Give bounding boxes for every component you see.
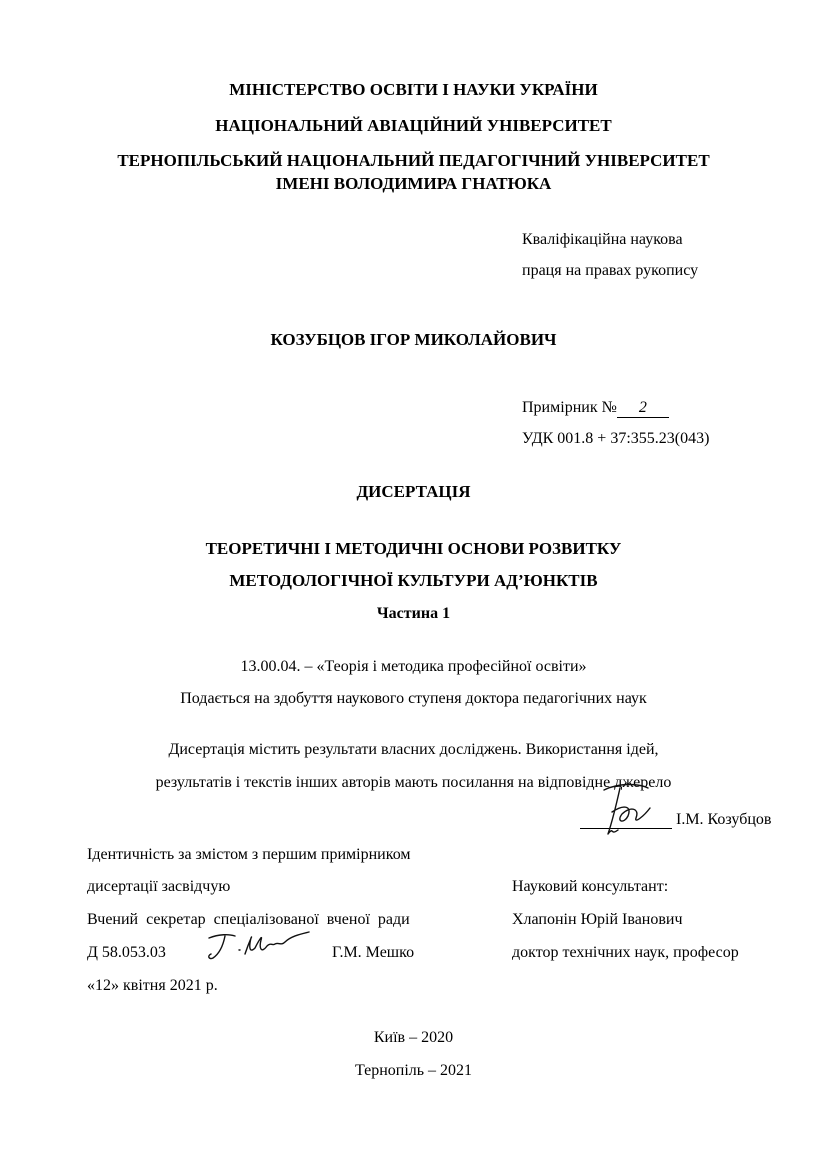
author-name: КОЗУБЦОВ ІГОР МИКОЛАЙОВИЧ bbox=[270, 330, 557, 349]
originality-line1: Дисертація містить результати власних досліджень. Використання ідей, bbox=[168, 741, 659, 758]
dissertation-title-line2: МЕТОДОЛОГІЧНОЇ КУЛЬТУРИ АД’ЮНКТІВ bbox=[229, 571, 598, 590]
qualification-line2: праця на правах рукопису bbox=[522, 262, 699, 279]
part-label: Частина 1 bbox=[376, 605, 451, 622]
author-signer-name: І.М. Козубцов bbox=[676, 811, 772, 828]
identity-line1: Ідентичність за змістом з першим примірником bbox=[87, 846, 411, 863]
copy-label: Примірник № bbox=[522, 399, 617, 416]
document-type: ДИСЕРТАЦІЯ bbox=[356, 482, 471, 501]
identity-line2: дисертації засвідчую bbox=[87, 878, 231, 895]
dissertation-title-line1: ТЕОРЕТИЧНІ І МЕТОДИЧНІ ОСНОВИ РОЗВИТКУ bbox=[205, 539, 622, 558]
degree-statement: Подається на здобуття наукового ступеня доктора педагогічних наук bbox=[180, 690, 647, 707]
footer-city2: Тернопіль – 2021 bbox=[354, 1062, 473, 1079]
qualification-line1: Кваліфікаційна наукова bbox=[522, 231, 683, 248]
specialty-code: 13.00.04. – «Теорія і методика професійної освіти» bbox=[240, 658, 587, 675]
certification-date: «12» квітня 2021 р. bbox=[87, 977, 218, 994]
consultant-label: Науковий консультант: bbox=[512, 878, 669, 895]
author-signature-icon bbox=[590, 778, 660, 840]
copy-number-value: 2 bbox=[617, 399, 669, 418]
university2-heading-line1: ТЕРНОПІЛЬСЬКИЙ НАЦІОНАЛЬНИЙ ПЕДАГОГІЧНИЙ УНІВЕРСИТЕТ bbox=[117, 151, 710, 170]
consultant-name: Хлапонін Юрій Іванович bbox=[512, 911, 683, 928]
secretary-signature-icon bbox=[205, 928, 315, 964]
ministry-heading: МІНІСТЕРСТВО ОСВІТИ І НАУКИ УКРАЇНИ bbox=[229, 80, 598, 99]
council-code: Д 58.053.03 bbox=[87, 944, 166, 961]
originality-line2: результатів і текстів інших авторів мають посилання на відповідне джерело bbox=[155, 774, 672, 791]
copy-number bbox=[522, 399, 669, 418]
secretary-name: Г.М. Мешко bbox=[332, 944, 415, 961]
university-heading: НАЦІОНАЛЬНИЙ АВІАЦІЙНИЙ УНІВЕРСИТЕТ bbox=[215, 116, 612, 135]
footer-city1: Київ – 2020 bbox=[373, 1029, 454, 1046]
identity-line3: Вчений секретар спеціалізованої вченої ради bbox=[87, 911, 410, 928]
consultant-title: доктор технічних наук, професор bbox=[512, 944, 739, 961]
udk-code: УДК 001.8 + 37:355.23(043) bbox=[522, 430, 710, 447]
university2-heading-line2: ІМЕНІ ВОЛОДИМИРА ГНАТЮКА bbox=[275, 174, 552, 193]
